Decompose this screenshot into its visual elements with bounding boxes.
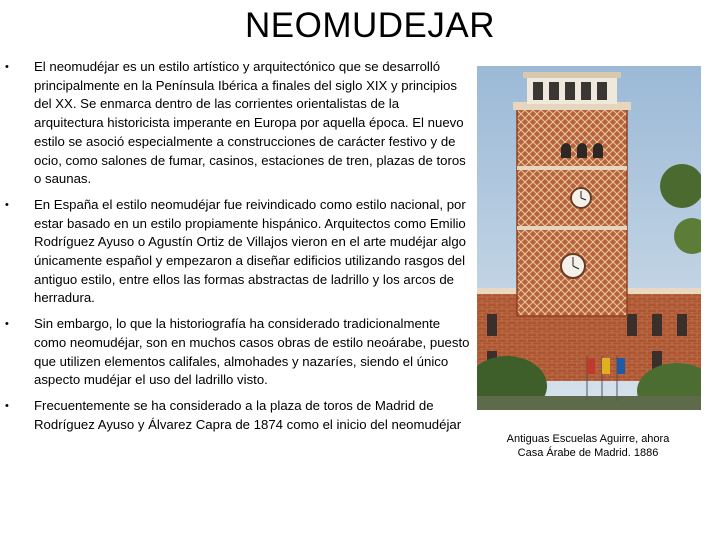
- brick-tower-image: [477, 66, 701, 410]
- bullet-item: • Frecuentemente se ha considerado a la plaza de toros de Madrid de Rodríguez Ayuso y Álvarez Capra de 1874 como el inicio del neomudéjar: [0, 397, 470, 434]
- caption-line: Antiguas Escuelas Aguirre, ahora: [506, 433, 670, 445]
- slide-title: NEOMUDEJAR: [244, 6, 496, 45]
- caption-line: Casa Árabe de Madrid. 1886: [517, 447, 659, 459]
- building-photo: [477, 66, 701, 410]
- bullet-item: • En España el estilo neomudéjar fue reivindicado como estilo nacional, por estar basado en un estilo propiamente hispánico. Arquitectos como Emilio Rodríguez Ayuso o Agustín Ortiz de Villajos vieron en el arte mudéjar algo únicamente español y empezaron a diseñar edificios utilizando rasgos del antiguo estilo, entre ellos las formas abstractas de ladrillo y los arcos de herradura.: [0, 196, 470, 308]
- photo-caption: [478, 432, 698, 460]
- bullet-item: • El neomudéjar es un estilo artístico y arquitectónico que se desarrolló principalmente en la Península Ibérica a finales del siglo XIX y principios del XX. Se enmarca dentro de las corrientes orientalistas de la arquitectura historicista imperante en Europa por aquella época. El nuevo estilo se asoció especialmente a construcciones de carácter festivo y de ocio, como salones de fumar, casinos, estaciones de tren, plazas de toros o saunas.: [0, 58, 470, 189]
- bullet-list: [0, 58, 470, 441]
- bullet-item: • Sin embargo, lo que la historiografía ha considerado tradicionalmente como neomudéjar, son en muchos casos obras de estilo neoárabe, puesto que utilizen elementos califales, almohades y nazaríes, siendo el único aspecto mudéjar el uso del ladrillo visto.: [0, 315, 470, 390]
